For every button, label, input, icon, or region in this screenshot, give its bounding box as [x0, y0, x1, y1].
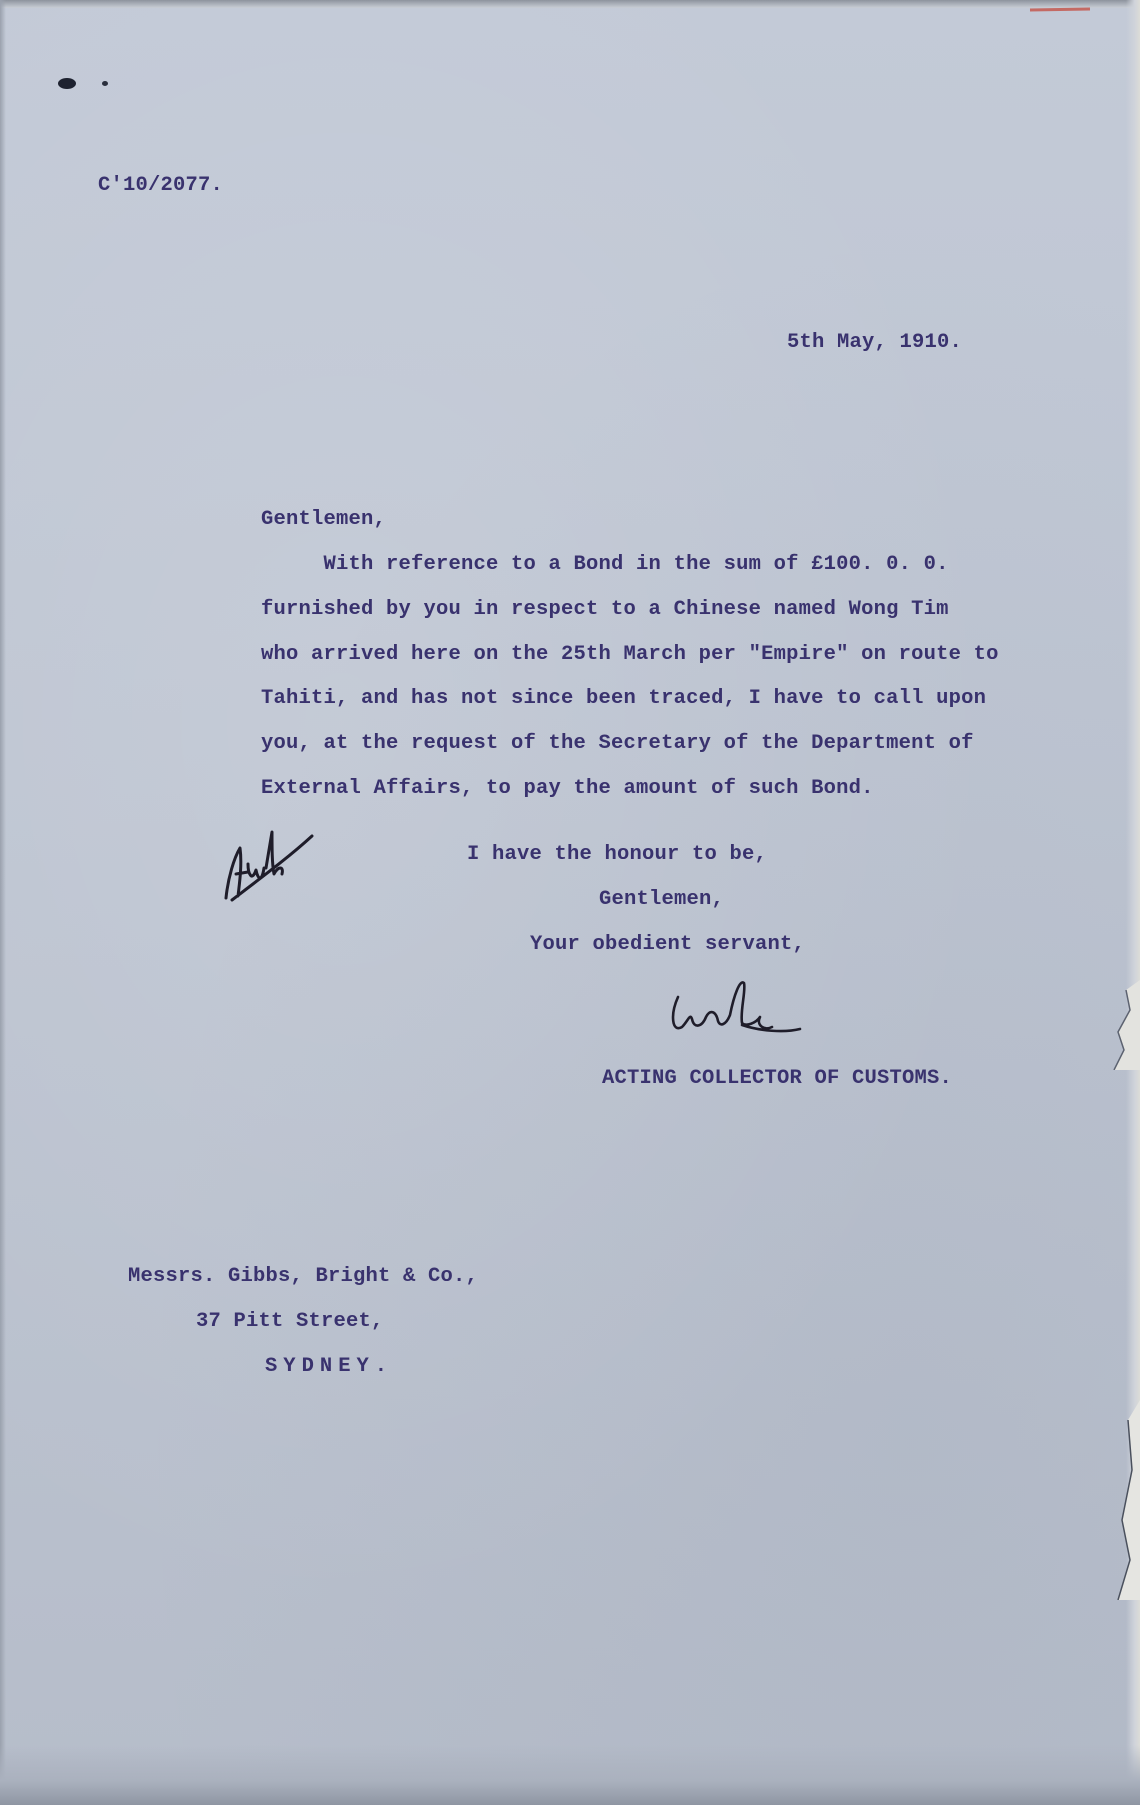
signatory-title: ACTING COLLECTOR OF CUSTOMS. [602, 1067, 953, 1090]
closing-line: Your obedient servant, [530, 933, 806, 956]
addressee-city: SYDNEY. [265, 1355, 394, 1378]
body-line: furnished by you in respect to a Chinese named Wong Tim [261, 598, 949, 621]
paper-tear [1110, 1400, 1140, 1600]
file-reference: C'10/2077. [98, 174, 224, 197]
body-line: Tahiti, and has not since been traced, I have to call upon [261, 687, 987, 710]
handwritten-initials [218, 808, 318, 908]
letter-date: 5th May, 1910. [787, 331, 963, 354]
signature [660, 975, 810, 1045]
closing-salutation: Gentlemen, [599, 888, 725, 911]
addressee-street: 37 Pitt Street, [196, 1310, 384, 1333]
body-line: With reference to a Bond in the sum of £100. 0. 0. [261, 553, 949, 576]
body-line: who arrived here on the 25th March per "Empire" on route to [261, 643, 999, 666]
closing-line: I have the honour to be, [467, 843, 768, 866]
punch-hole-mark [58, 78, 76, 89]
red-pencil-mark [1030, 7, 1090, 11]
top-edge [0, 0, 1140, 8]
body-line: you, at the request of the Secretary of the Department of [261, 732, 974, 755]
left-edge-shadow [0, 0, 6, 1805]
body-line: External Affairs, to pay the amount of such Bond. [261, 777, 874, 800]
paper-tear [1100, 980, 1140, 1070]
salutation: Gentlemen, [261, 508, 387, 531]
ink-speck [102, 81, 108, 86]
addressee-name: Messrs. Gibbs, Bright & Co., [128, 1265, 479, 1288]
bottom-worn-edge [0, 1745, 1140, 1805]
